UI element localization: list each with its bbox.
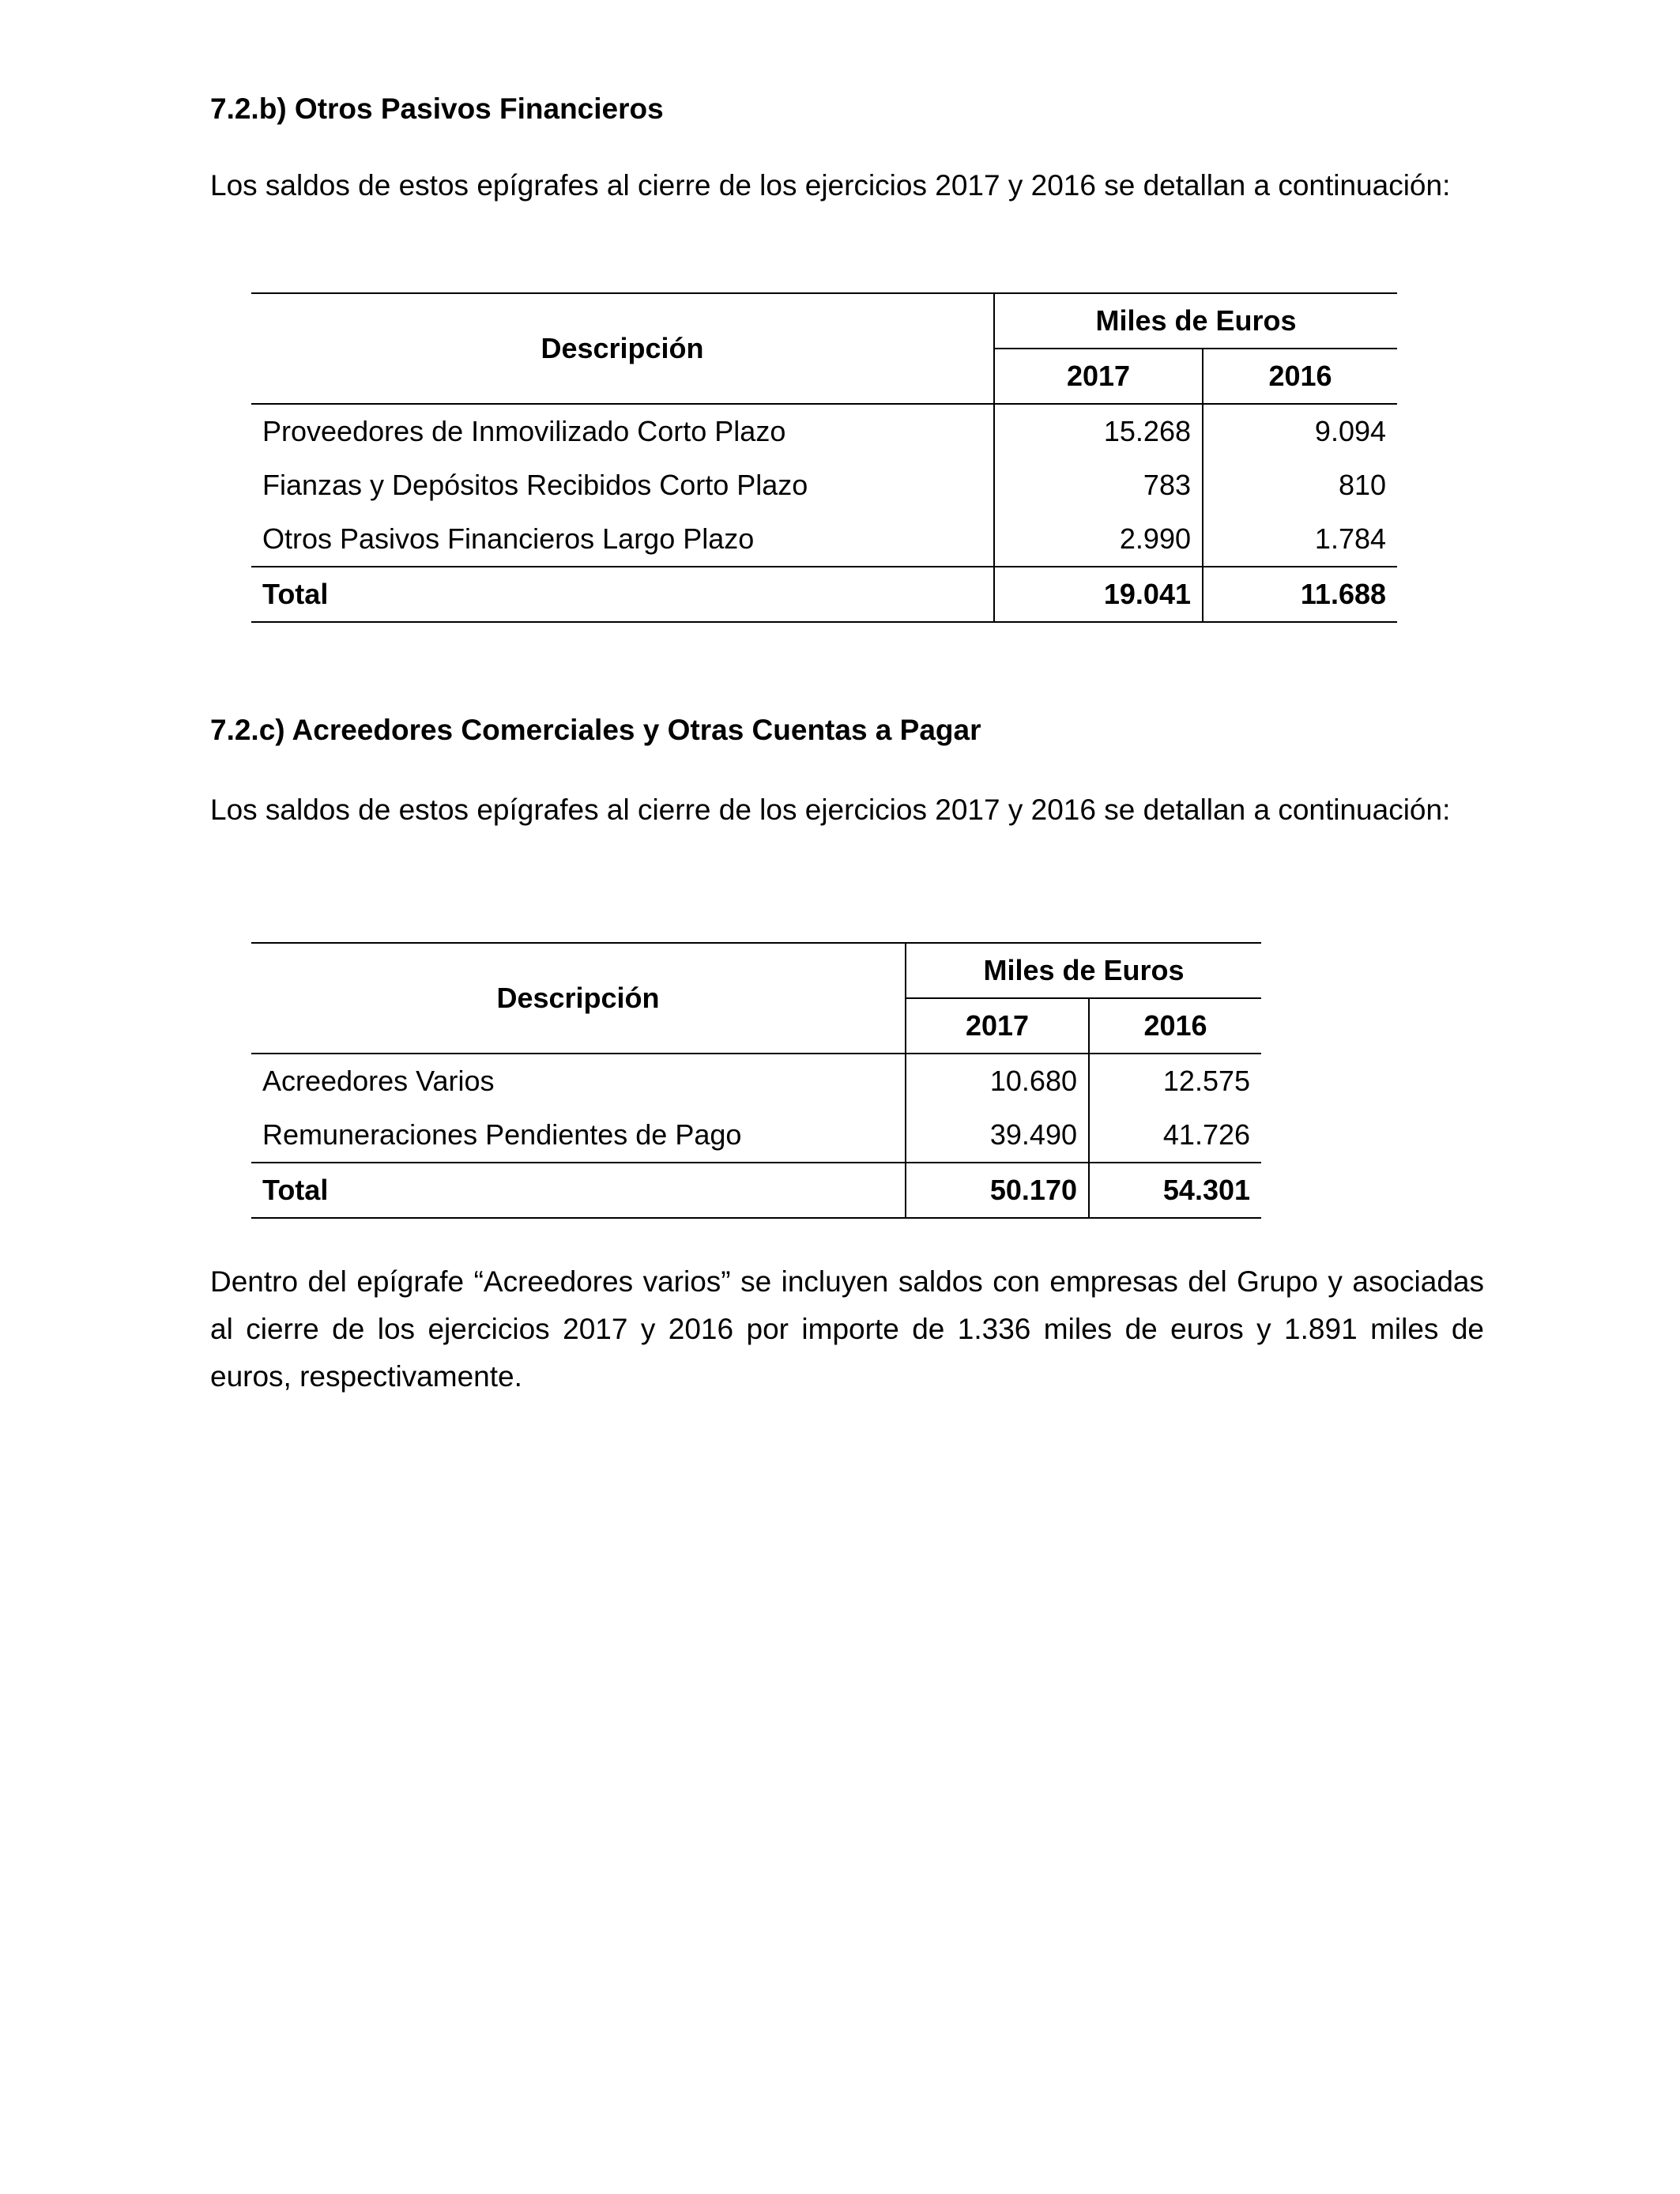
table-row — [251, 458, 1397, 512]
column-header-2016: 2016 — [1089, 998, 1261, 1054]
value-2017: 39.490 — [906, 1108, 1089, 1163]
column-header-descripcion: Descripción — [251, 293, 994, 404]
section-b-heading: 7.2.b) Otros Pasivos Financieros — [210, 92, 664, 125]
total-2017: 50.170 — [906, 1163, 1089, 1218]
total-row — [251, 1163, 1261, 1218]
row-label: Otros Pasivos Financieros Largo Plazo — [262, 522, 755, 555]
value-2016: 1.784 — [1203, 512, 1397, 567]
column-header-miles-de-euros: Miles de Euros — [994, 293, 1397, 349]
total-row — [251, 567, 1397, 622]
otros-pasivos-table — [251, 292, 1397, 623]
value-2017: 15.268 — [994, 404, 1203, 458]
value-2016: 12.575 — [1089, 1054, 1261, 1108]
total-label: Total — [251, 567, 994, 622]
total-2017: 19.041 — [994, 567, 1203, 622]
section-c-heading: 7.2.c) Acreedores Comerciales y Otras Cuentas a Pagar — [210, 714, 981, 746]
row-label: Fianzas y Depósitos Recibidos Corto Plazo — [262, 469, 808, 501]
total-2016: 54.301 — [1089, 1163, 1261, 1218]
table-header-row — [251, 943, 1261, 998]
row-label: Proveedores de Inmovilizado Corto Plazo — [262, 415, 786, 447]
table-row — [251, 512, 1397, 567]
column-header-2016: 2016 — [1203, 349, 1397, 404]
table-row — [251, 1054, 1261, 1108]
column-header-descripcion: Descripción — [251, 943, 906, 1054]
value-2017: 2.990 — [994, 512, 1203, 567]
section-b-intro: Los saldos de estos epígrafes al cierre de los ejercicios 2017 y 2016 se detallan a continuación: — [210, 169, 1451, 202]
column-header-2017: 2017 — [906, 998, 1089, 1054]
row-label: Acreedores Varios — [262, 1065, 495, 1097]
section-c-intro: Los saldos de estos epígrafes al cierre de los ejercicios 2017 y 2016 se detallan a continuación: — [210, 794, 1451, 826]
table-row — [251, 1108, 1261, 1163]
value-2016: 41.726 — [1089, 1108, 1261, 1163]
row-label: Remuneraciones Pendientes de Pago — [262, 1118, 742, 1151]
section-c-closing: Dentro del epígrafe “Acreedores varios” se incluyen saldos con empresas del Grupo y asociadas al cierre de los ejercicios 2017 y 2016 por importe de 1.336 miles de euros y 1.891 miles de euros, respectivamente. — [210, 1265, 1484, 1393]
value-2017: 10.680 — [906, 1054, 1089, 1108]
total-label: Total — [251, 1163, 906, 1218]
column-header-miles-de-euros: Miles de Euros — [906, 943, 1261, 998]
value-2017: 783 — [994, 458, 1203, 512]
total-2016: 11.688 — [1203, 567, 1397, 622]
value-2016: 9.094 — [1203, 404, 1397, 458]
table-header-row — [251, 293, 1397, 349]
acreedores-table — [251, 942, 1261, 1219]
value-2016: 810 — [1203, 458, 1397, 512]
column-header-2017: 2017 — [994, 349, 1203, 404]
table-row — [251, 404, 1397, 458]
